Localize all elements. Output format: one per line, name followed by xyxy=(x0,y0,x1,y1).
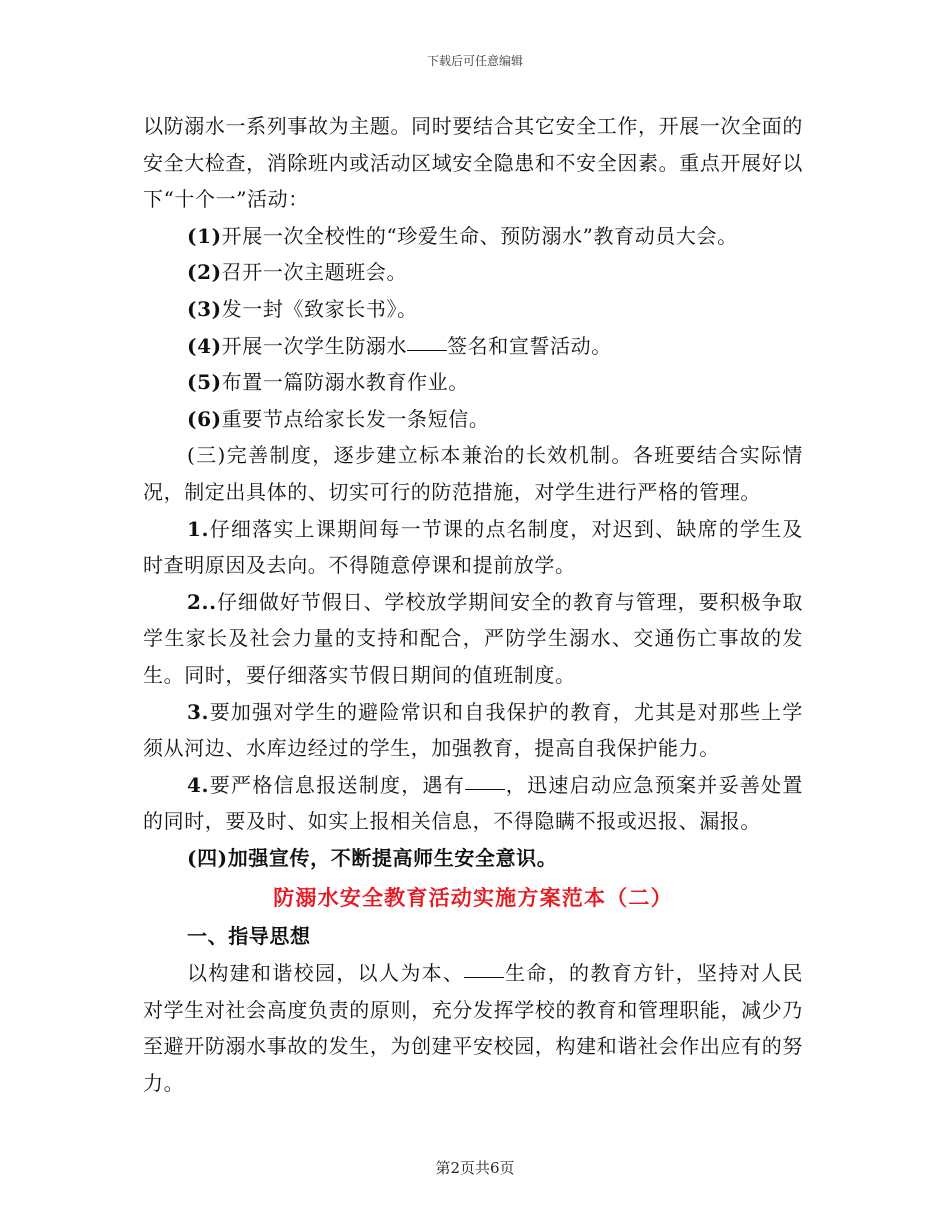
list-item xyxy=(143,218,803,255)
list-number: (1) xyxy=(187,223,222,248)
paragraph-guiding xyxy=(143,955,803,1101)
document-title: 防溺水安全教育活动实施方案范本（二） xyxy=(273,885,673,911)
document-body xyxy=(143,108,803,1101)
list-text: 签名和宣誓活动。 xyxy=(447,333,612,358)
item-number: 3. xyxy=(187,699,210,724)
list-text: 布置一篇防溺水教育作业。 xyxy=(221,370,469,395)
list-item xyxy=(143,291,803,328)
list-number: (2) xyxy=(187,260,222,285)
numbered-item xyxy=(143,694,803,767)
numbered-item xyxy=(143,511,803,584)
list-text: 召开一次主题班会。 xyxy=(221,260,408,285)
list-number: (6) xyxy=(187,406,222,431)
list-item xyxy=(143,364,803,401)
item-number: 2.. xyxy=(187,589,217,614)
section-heading: 一、指导思想 xyxy=(187,924,311,949)
list-text: 重要节点给家长发一条短信。 xyxy=(221,406,490,431)
item-text: 要加强对学生的避险常识和自我保护的教育，尤其是对那些上学须从河边、水库边经过的学生，加强教育，提高自我保护能力。 xyxy=(143,699,803,761)
list-number: (5) xyxy=(187,370,222,395)
section-four-heading: (四)加强宣传，不断提高师生安全意识。 xyxy=(187,845,558,870)
list-text: 开展一次学生防溺水 xyxy=(221,333,408,358)
paragraph-text: 以构建和谐校园，以人为本、 xyxy=(187,961,465,986)
list-text: 开展一次全校性的“珍爱生命、预防溺水”教育动员大会。 xyxy=(221,223,738,248)
page-header: 下载后可任意编辑 xyxy=(426,54,523,68)
list-number: (4) xyxy=(187,333,222,358)
item-text: 仔细落实上课期间每一节课的点名制度，对迟到、缺席的学生及时查明原因及去向。不得随意停课和提前放学。 xyxy=(143,516,803,578)
fill-blank xyxy=(407,349,447,351)
list-item xyxy=(143,401,803,438)
fill-blank xyxy=(465,788,505,790)
fill-blank xyxy=(464,976,504,978)
item-number: 1. xyxy=(187,516,210,541)
numbered-item xyxy=(143,767,803,840)
item-text: 仔细做好节假日、学校放学期间安全的教育与管理，要积极争取学生家长及社会力量的支持和配合，严防学生溺水、交通伤亡事故的发生。同时，要仔细落实节假日期间的值班制度。 xyxy=(143,589,803,687)
list-number: (3) xyxy=(187,296,222,321)
paragraph-text: 生命，的教育方针，坚持对人民对学生对社会高度负责的原则，充分发挥学校的教育和管理职能，减少乃至避开防溺水事故的发生，为创建平安校园，构建和谐社会作出应有的努力。 xyxy=(143,961,803,1095)
item-text: 要严格信息报送制度，遇有 xyxy=(209,772,466,797)
list-text: 发一封《致家长书》。 xyxy=(221,296,418,321)
item-number: 4. xyxy=(187,772,210,797)
list-item xyxy=(143,328,803,365)
page-footer: 第2页共6页 xyxy=(435,1159,515,1177)
item-text: ，迅速启动应急预案并妥善处置的同时，要及时、如实上报相关信息，不得隐瞒不报或迟报、漏报。 xyxy=(143,772,803,834)
numbered-item xyxy=(143,584,803,694)
section-three: (三)完善制度，逐步建立标本兼治的长效机制。各班要结合实际情况，制定出具体的、切实可行的防范措施，对学生进行严格的管理。 xyxy=(143,443,803,504)
list-item xyxy=(143,254,803,291)
paragraph-intro: 以防溺水一系列事故为主题。同时要结合其它安全工作，开展一次全面的安全大检查，消除班内或活动区域安全隐患和不安全因素。重点开展好以下“十个一”活动： xyxy=(143,114,803,212)
